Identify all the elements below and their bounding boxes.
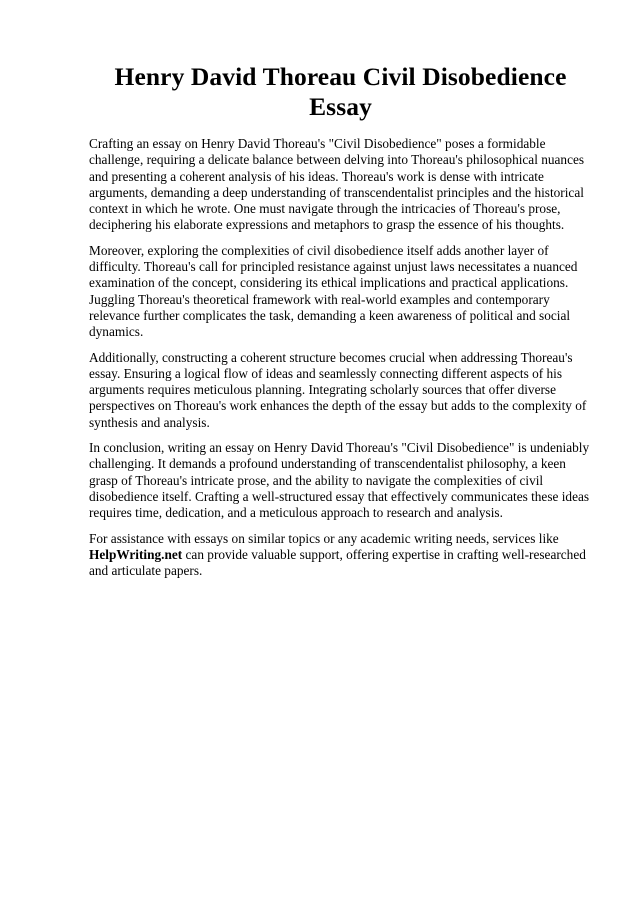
document-title: Henry David Thoreau Civil Disobedience Essay [114,62,567,121]
paragraph-closing [89,531,594,580]
paragraph-conclusion: In conclusion, writing an essay on Henry David Thoreau's "Civil Disobedience" is undeniably challenging. It demands a profound understanding of transcendentalist philosophy, a keen grasp of Thoreau's intricate prose, and the ability to navigate the complexities of civil disobedience itself. Crafting a well-structured essay that effectively communicates these ideas requires time, dedication, and a meticulous approach to research and analysis. [89,440,590,521]
paragraph-structure: Additionally, constructing a coherent structure becomes crucial when addressing Thoreau's essay. Ensuring a logical flow of ideas and seamlessly connecting different aspects of his arguments requires meticulous planning. Integrating scholarly sources that offer diverse perspectives on Thoreau's work enhances the depth of the essay but adds to the complexity of synthesis and analysis. [89,349,587,430]
closing-text-after: can provide valuable support, offering expertise in crafting well-researched and articulate papers. [89,546,586,579]
closing-text-before: For assistance with essays on similar topics or any academic writing needs, services like [89,530,559,546]
paragraph-complexities: Moreover, exploring the complexities of civil disobedience itself adds another layer of difficulty. Thoreau's call for principled resistance against unjust laws necessitates a nuanced examination of the concept, considering its ethical implications and practical applications. Juggling Thoreau's theoretical framework with real-world examples and contemporary relevance further complicates the task, demanding a keen awareness of political and social dynamics. [89,242,578,340]
brand-name: HelpWriting.net [89,546,183,562]
paragraph-intro: Crafting an essay on Henry David Thoreau's "Civil Disobedience" poses a formidable challenge, requiring a delicate balance between delving into Thoreau's philosophical nuances and presenting a coherent analysis of his ideas. Thoreau's work is dense with intricate arguments, demanding a deep understanding of transcendentalist principles and the historical context in which he wrote. One must navigate through the intricacies of Thoreau's prose, deciphering his elaborate expressions and metaphors to grasp the essence of his thoughts. [89,136,585,233]
